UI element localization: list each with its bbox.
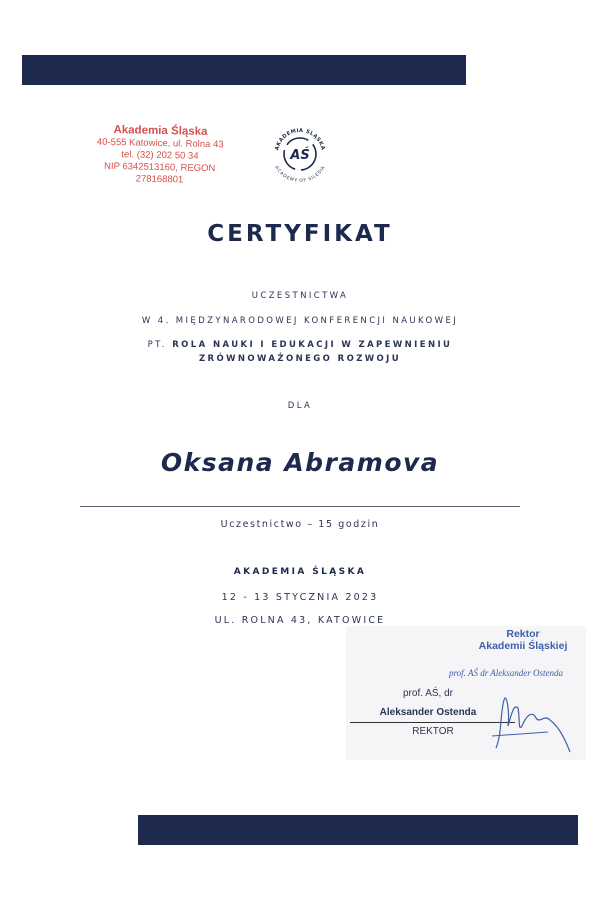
institution-stamp <box>89 123 230 188</box>
conference-label: W 4. MIĘDZYNARODOWEJ KONFERENCJI NAUKOWEJ <box>141 316 459 326</box>
signer-role: REKTOR <box>412 726 454 737</box>
hours-label: Uczestnictwo – 15 godzin <box>220 519 380 530</box>
event-date: 12 - 13 STYCZNIA 2023 <box>221 592 379 603</box>
conference-title-line1 <box>0 340 600 350</box>
signer-name: Aleksander Ostenda <box>379 707 477 718</box>
rektor-stamp-name: prof. AŚ dr Aleksander Ostenda <box>448 668 564 678</box>
participation-label: UCZESTNICTWA <box>251 291 349 301</box>
svg-text:ACADEMY OF SILESIA <box>273 165 326 184</box>
stamp-phone: tel. (32) 202 50 34 <box>121 149 199 162</box>
conference-title-line2: ZRÓWNOWAŻONEGO ROZWOJU <box>198 354 402 364</box>
stamp-ids: NIP 6342513160, REGON 278168801 <box>103 160 216 186</box>
signer-title: prof. AŚ, dr <box>402 688 454 699</box>
handwritten-signature-icon <box>488 674 580 756</box>
logo-mark: AŚ <box>290 148 310 163</box>
academy-logo-icon <box>268 122 332 186</box>
top-decorative-bar <box>22 55 466 85</box>
stamp-address: 40-555 Katowice, ul. Rolna 43 <box>96 136 224 151</box>
bottom-decorative-bar <box>138 815 578 845</box>
rektor-stamp-line2: Akademii Śląskiej <box>478 640 568 652</box>
stamp-name: Akademia Śląska <box>113 124 208 138</box>
title-prefix: PT. <box>147 340 167 350</box>
recipient-name: Oksana Abramova <box>160 448 440 477</box>
rektor-stamp <box>448 628 598 652</box>
name-underline <box>80 506 520 507</box>
logo-bottom-text: ACADEMY OF SILESIA <box>273 165 327 185</box>
logo-top-text: AKADEMIA ŚLĄSKA <box>274 127 326 152</box>
rektor-stamp-line1: Rektor <box>506 628 540 640</box>
title-bold: ROLA NAUKI I EDUKACJI W ZAPEWNIENIU <box>172 340 453 350</box>
for-label: DLA <box>287 401 313 411</box>
event-address: UL. ROLNA 43, KATOWICE <box>214 615 386 626</box>
certificate-title: CERTYFIKAT <box>207 221 393 247</box>
institution-name: AKADEMIA ŚLĄSKA <box>233 567 367 577</box>
